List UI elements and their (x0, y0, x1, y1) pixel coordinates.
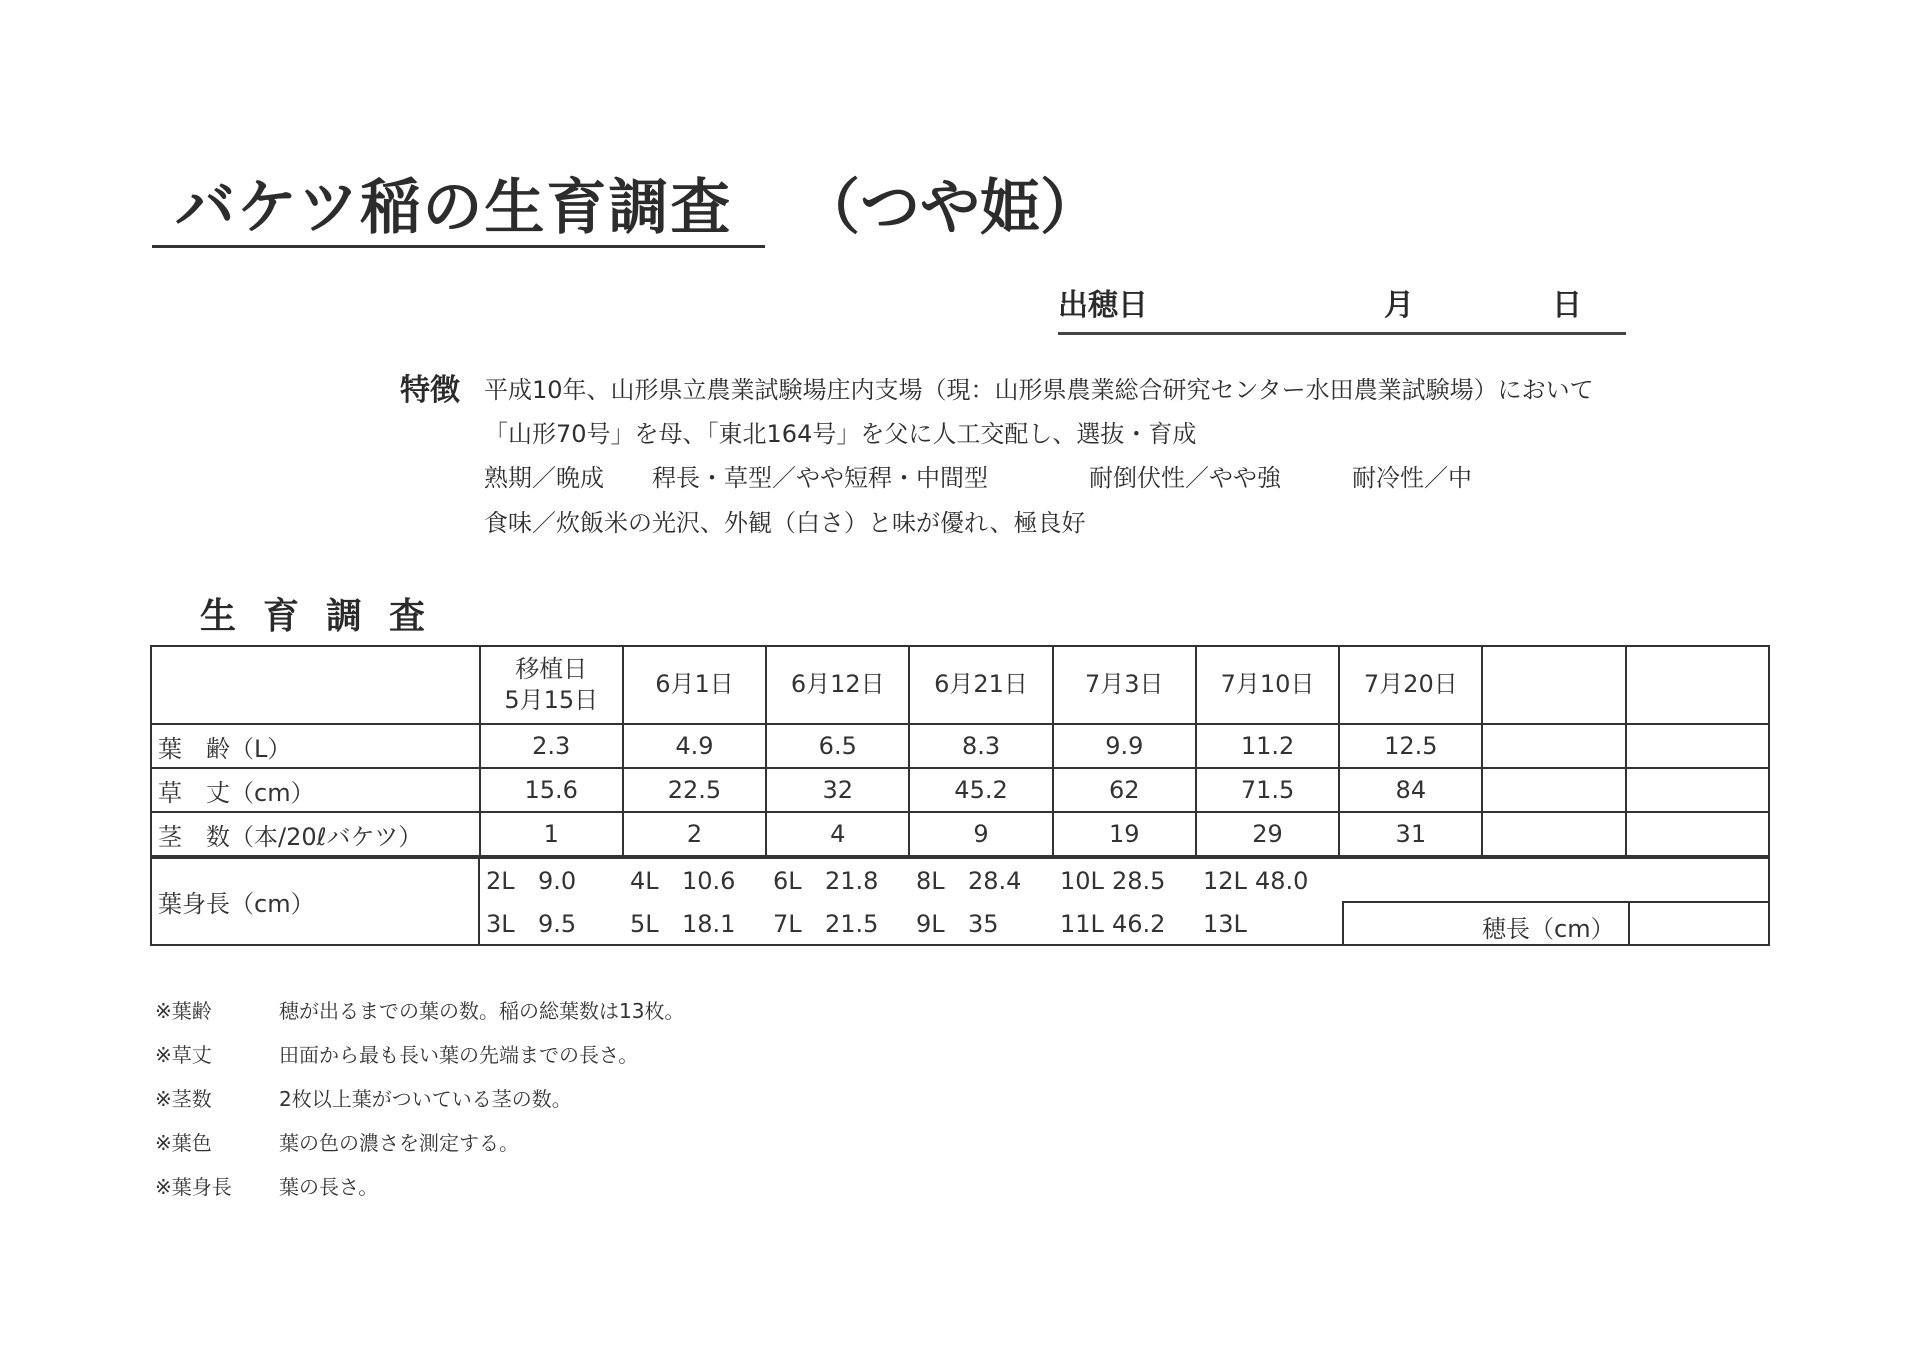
table-cell: 19 (1053, 812, 1196, 856)
feature-line-traits (484, 458, 1484, 492)
leaf-entry: 13L (1203, 910, 1247, 938)
heading-day-label: 日 (1552, 288, 1582, 323)
trait-maturity: 熟期／晩成 (484, 464, 604, 492)
row-label: 茎 数（本/20ℓバケツ） (151, 812, 480, 856)
note-plant-height: ※草丈 田面から最も長い葉の先端までの長さ。 (155, 1043, 639, 1067)
trait-culm-type: 稈長・草型／やや短稈・中間型 (652, 464, 988, 492)
header-date: 7月10日 (1196, 646, 1339, 724)
leaf-divider (478, 859, 480, 944)
ear-length-left-border (1342, 901, 1344, 944)
note-leaf-color: ※葉色 葉の色の濃さを測定する。 (155, 1131, 519, 1155)
table-cell: 6.5 (766, 724, 909, 768)
table-cell-empty (1482, 768, 1625, 812)
table-cell: 22.5 (623, 768, 766, 812)
trait-lodging: 耐倒伏性／やや強 (1089, 464, 1281, 492)
row-label: 草 丈（cm） (151, 768, 480, 812)
leaf-length-label: 葉身長（cm） (158, 890, 315, 918)
title-underline (152, 245, 765, 248)
heading-month-label: 月 (1384, 288, 1414, 323)
feature-line-origin: 平成10年、山形県立農業試験場庄内支場（現：山形県農業総合研究センター水田農業試験場）において (484, 376, 1594, 404)
table-cell: 2.3 (480, 724, 623, 768)
table-cell: 45.2 (909, 768, 1052, 812)
header-date: 6月12日 (766, 646, 909, 724)
table-cell: 2 (623, 812, 766, 856)
feature-line-parents: 「山形70号」を母、「東北164号」を父に人工交配し、選抜・育成 (484, 420, 1197, 448)
leaf-entry: 10L 28.5 (1060, 867, 1166, 895)
heading-date-field (1058, 280, 1626, 335)
table-cell-empty (1626, 768, 1769, 812)
header-transplant-date: 移植日 5月15日 (480, 646, 623, 724)
table-cell: 9 (909, 812, 1052, 856)
table-cell-empty (1482, 812, 1625, 856)
leaf-entry: 4L 10.6 (630, 867, 736, 895)
table-cell: 1 (480, 812, 623, 856)
table-cell: 12.5 (1339, 724, 1482, 768)
table-cell: 29 (1196, 812, 1339, 856)
header-blank-cell (151, 646, 480, 724)
header-date: 6月21日 (909, 646, 1052, 724)
heading-date-label: 出穂日 (1058, 288, 1148, 323)
trait-cold: 耐冷性／中 (1352, 464, 1472, 492)
table-cell-empty (1482, 724, 1625, 768)
table-cell: 15.6 (480, 768, 623, 812)
table-header-row (151, 646, 1769, 724)
note-leaf-age: ※葉齢 穂が出るまでの葉の数。稲の総葉数は13枚。 (155, 999, 685, 1023)
ear-length-label: 穂長（cm） (1482, 915, 1615, 943)
table-cell: 71.5 (1196, 768, 1339, 812)
feature-label: 特徴 (400, 373, 460, 408)
leaf-entry: 6L 21.8 (773, 867, 879, 895)
page-title: バケツ稲の生育調査 (175, 173, 733, 243)
leaf-entry: 12L 48.0 (1203, 867, 1309, 895)
table-cell-empty (1626, 724, 1769, 768)
table-cell: 8.3 (909, 724, 1052, 768)
table-cell: 11.2 (1196, 724, 1339, 768)
table-cell: 4.9 (623, 724, 766, 768)
leaf-entry: 7L 21.5 (773, 910, 879, 938)
note-leaf-blade-length: ※葉身長 葉の長さ。 (155, 1175, 379, 1199)
table-cell: 62 (1053, 768, 1196, 812)
table-cell: 32 (766, 768, 909, 812)
growth-survey-table (150, 645, 1770, 857)
feature-line-taste: 食味／炊飯米の光沢、外観（白さ）と味が優れ、極良好 (484, 509, 1086, 537)
leaf-entry: 3L 9.5 (486, 910, 577, 938)
section-title: 生 育 調 査 (200, 596, 426, 637)
leaf-entry: 8L 28.4 (916, 867, 1022, 895)
leaf-entry: 5L 18.1 (630, 910, 736, 938)
ear-length-value-border (1628, 901, 1630, 944)
row-label: 葉 齢（L） (151, 724, 480, 768)
table-cell: 84 (1339, 768, 1482, 812)
table-row-stem-count (151, 812, 1769, 856)
header-empty-date (1626, 646, 1769, 724)
ear-length-top-border (1342, 901, 1768, 903)
table-cell: 31 (1339, 812, 1482, 856)
table-row-plant-height (151, 768, 1769, 812)
leaf-length-table (150, 857, 1770, 946)
header-empty-date (1482, 646, 1625, 724)
header-date: 6月1日 (623, 646, 766, 724)
variety-name: （つや姫） (800, 173, 1100, 243)
table-row-leaf-age (151, 724, 1769, 768)
table-cell: 9.9 (1053, 724, 1196, 768)
header-date: 7月20日 (1339, 646, 1482, 724)
header-date: 7月3日 (1053, 646, 1196, 724)
leaf-entry: 2L 9.0 (486, 867, 577, 895)
leaf-entry: 11L 46.2 (1060, 910, 1166, 938)
table-cell: 4 (766, 812, 909, 856)
table-cell-empty (1626, 812, 1769, 856)
leaf-entry: 9L 35 (916, 910, 999, 938)
note-stem-count: ※茎数 2枚以上葉がついている茎の数。 (155, 1087, 572, 1111)
